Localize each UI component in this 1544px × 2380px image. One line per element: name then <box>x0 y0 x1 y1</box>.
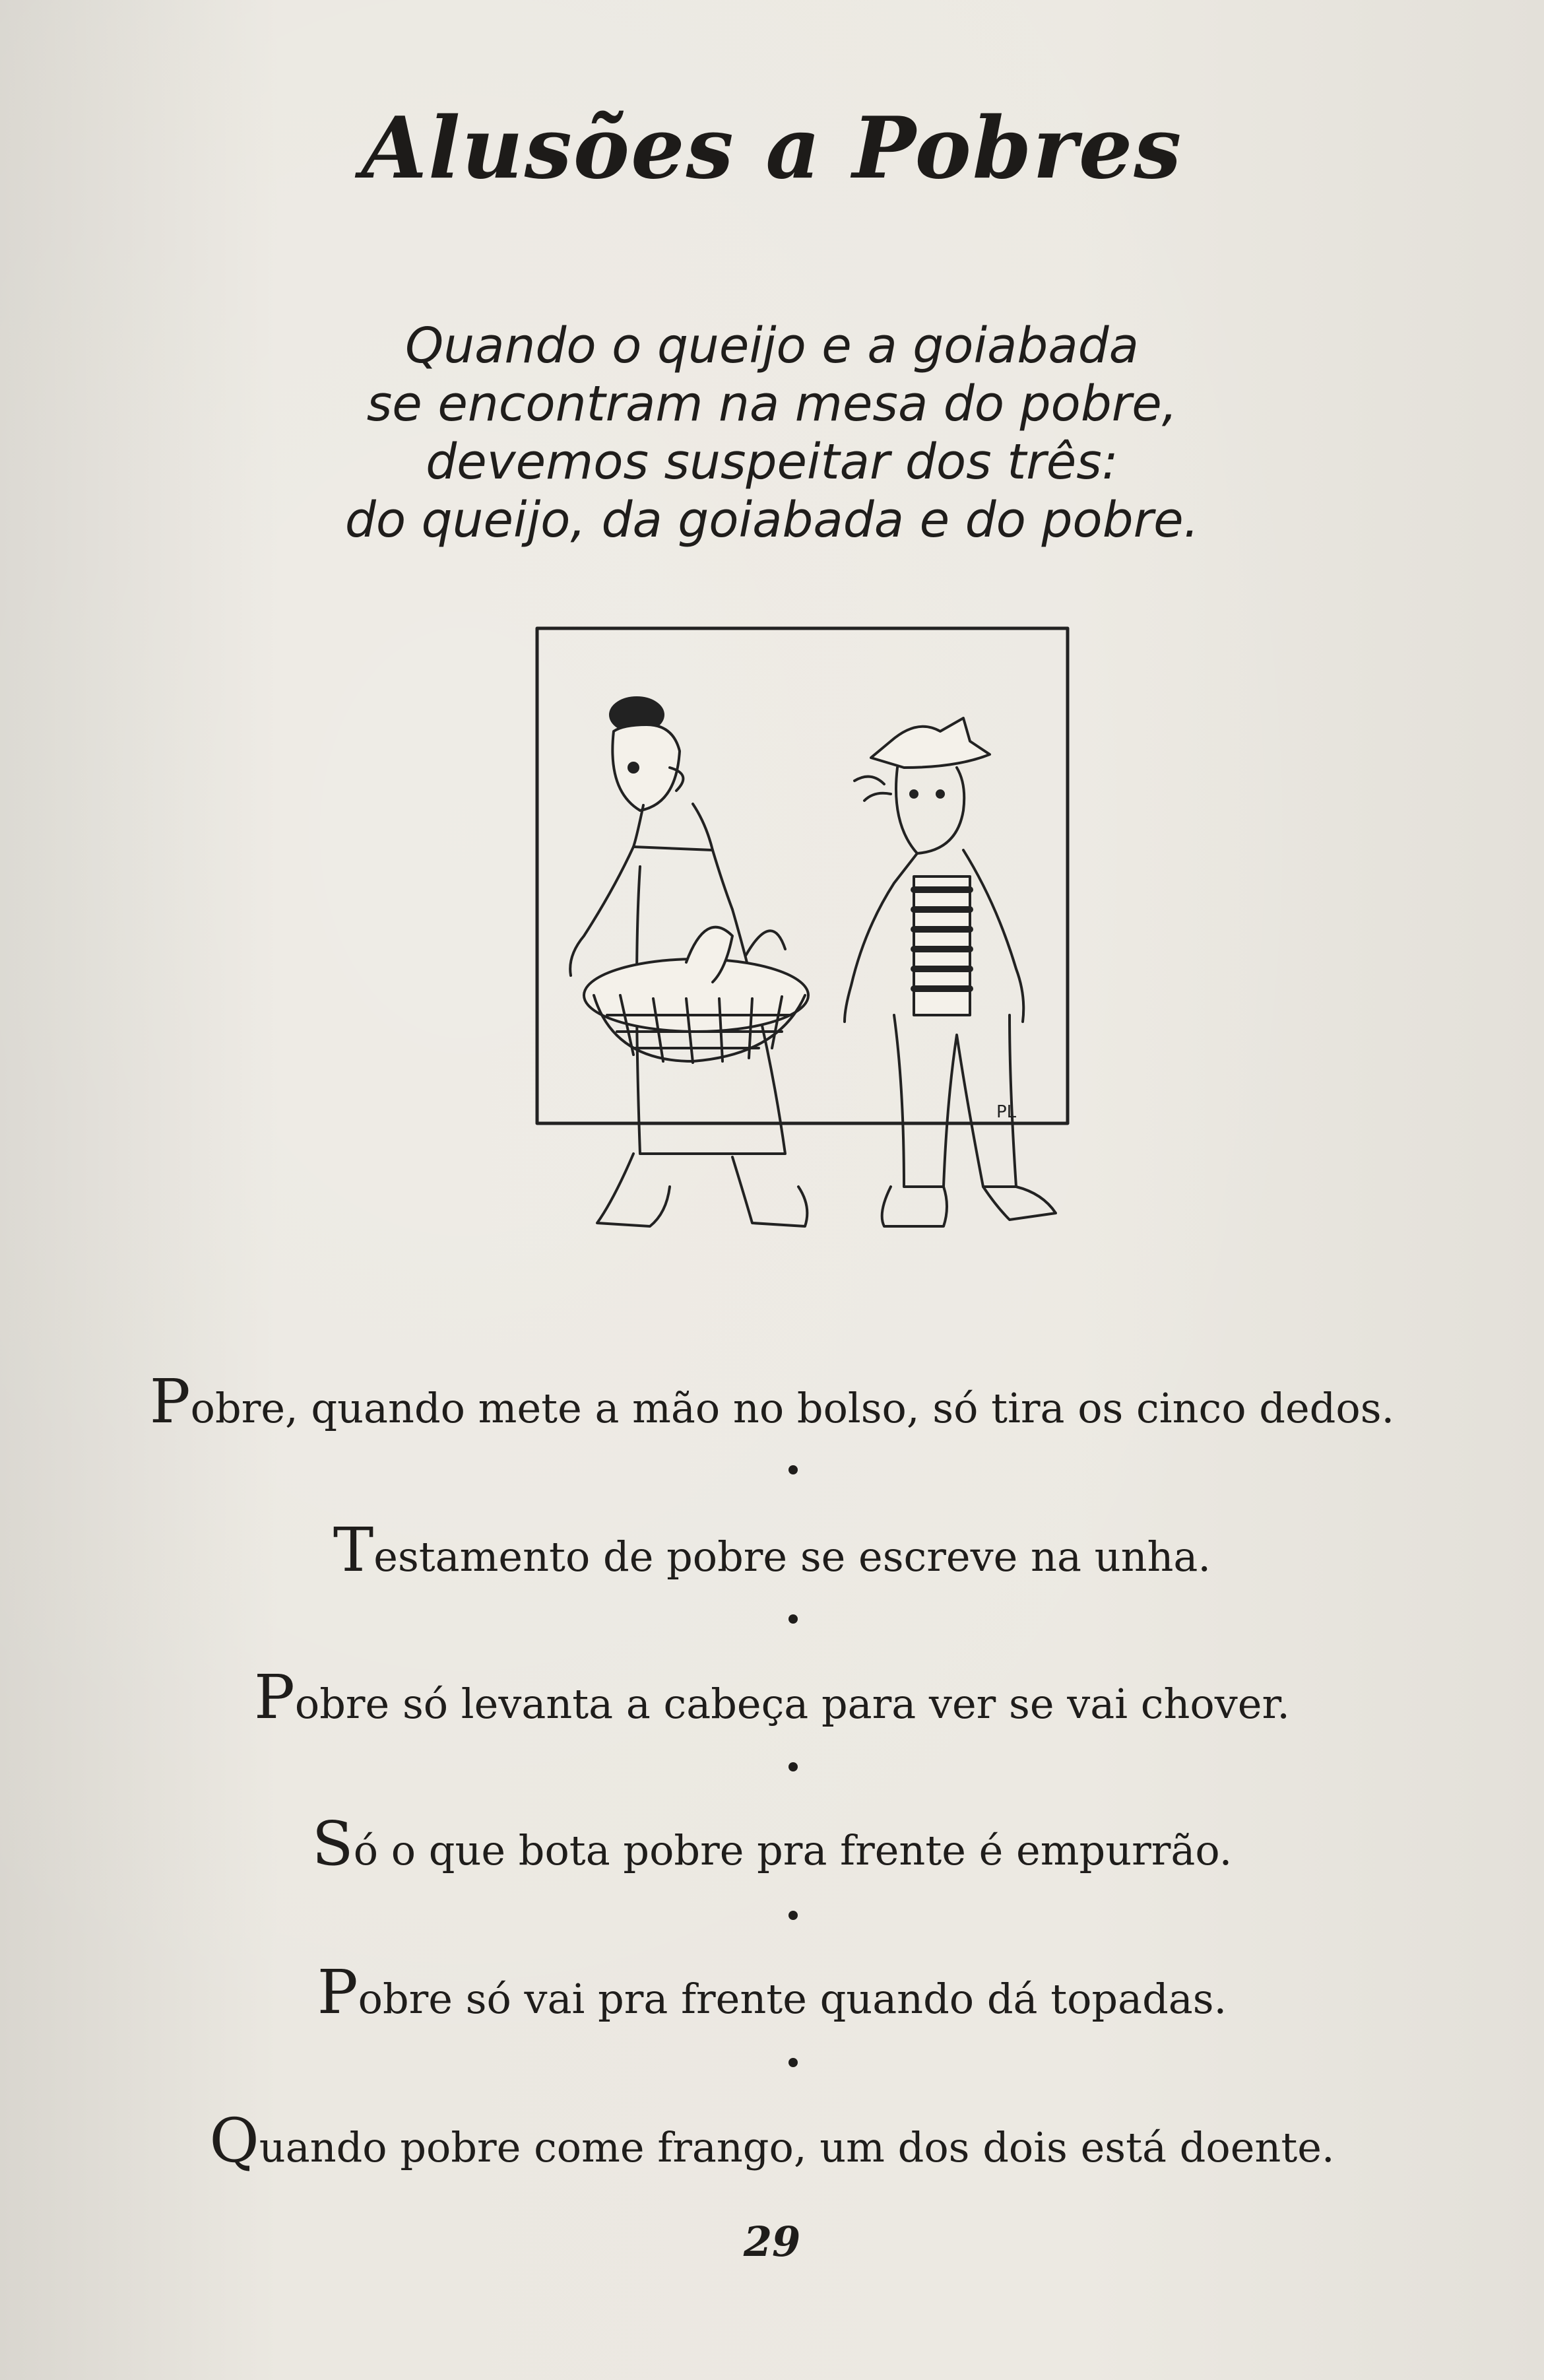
bullet-separator <box>788 1911 798 1920</box>
quote-item <box>0 1366 1544 1437</box>
epigraph-line: Quando o queijo e a goiabada <box>405 317 1139 374</box>
basket <box>584 927 808 1063</box>
epigraph-line: do queijo, da goiabada e do pobre. <box>344 492 1200 548</box>
quote-text: ó o que bota pobre pra frente é empurrão. <box>353 1826 1233 1874</box>
quote-initial: P <box>317 1957 358 2028</box>
bullet-separator <box>788 1614 798 1624</box>
man-figure <box>845 718 1056 1226</box>
quote-item <box>0 1515 1544 1585</box>
quote-text: obre, quando mete a mão no bolso, só tira os cinco dedos. <box>190 1384 1395 1432</box>
page-number: 29 <box>743 2218 801 2266</box>
quote-item <box>0 2105 1544 2176</box>
epigraph-line: se encontram na mesa do pobre, <box>366 376 1178 432</box>
quote-initial: P <box>149 1366 191 1437</box>
quote-initial: S <box>311 1808 354 1879</box>
artist-signature: PL <box>996 1102 1017 1122</box>
bullet-separator <box>788 1762 798 1771</box>
cartoon-drawing <box>534 626 1089 1279</box>
cartoon-illustration <box>534 626 1089 1279</box>
page-title: Alusões a Pobres <box>361 99 1183 198</box>
quote-item <box>0 1662 1544 1733</box>
quote-item <box>0 1957 1544 2028</box>
quote-initial: Q <box>209 2105 259 2176</box>
epigraph-line: devemos suspeitar dos três: <box>426 434 1118 490</box>
quote-text: uando pobre come frango, um dos dois está doente. <box>259 2123 1335 2171</box>
quote-initial: P <box>254 1662 295 1733</box>
quote-text: estamento de pobre se escreve na unha. <box>373 1533 1211 1581</box>
bullet-separator <box>788 2058 798 2067</box>
quote-text: obre só vai pra frente quando dá topadas. <box>358 1975 1227 2023</box>
bullet-separator <box>788 1465 798 1474</box>
quote-text: obre só levanta a cabeça para ver se vai chover. <box>294 1680 1290 1728</box>
quote-item <box>0 1808 1544 1879</box>
quote-initial: T <box>333 1515 374 1585</box>
epigraph <box>0 317 1544 549</box>
